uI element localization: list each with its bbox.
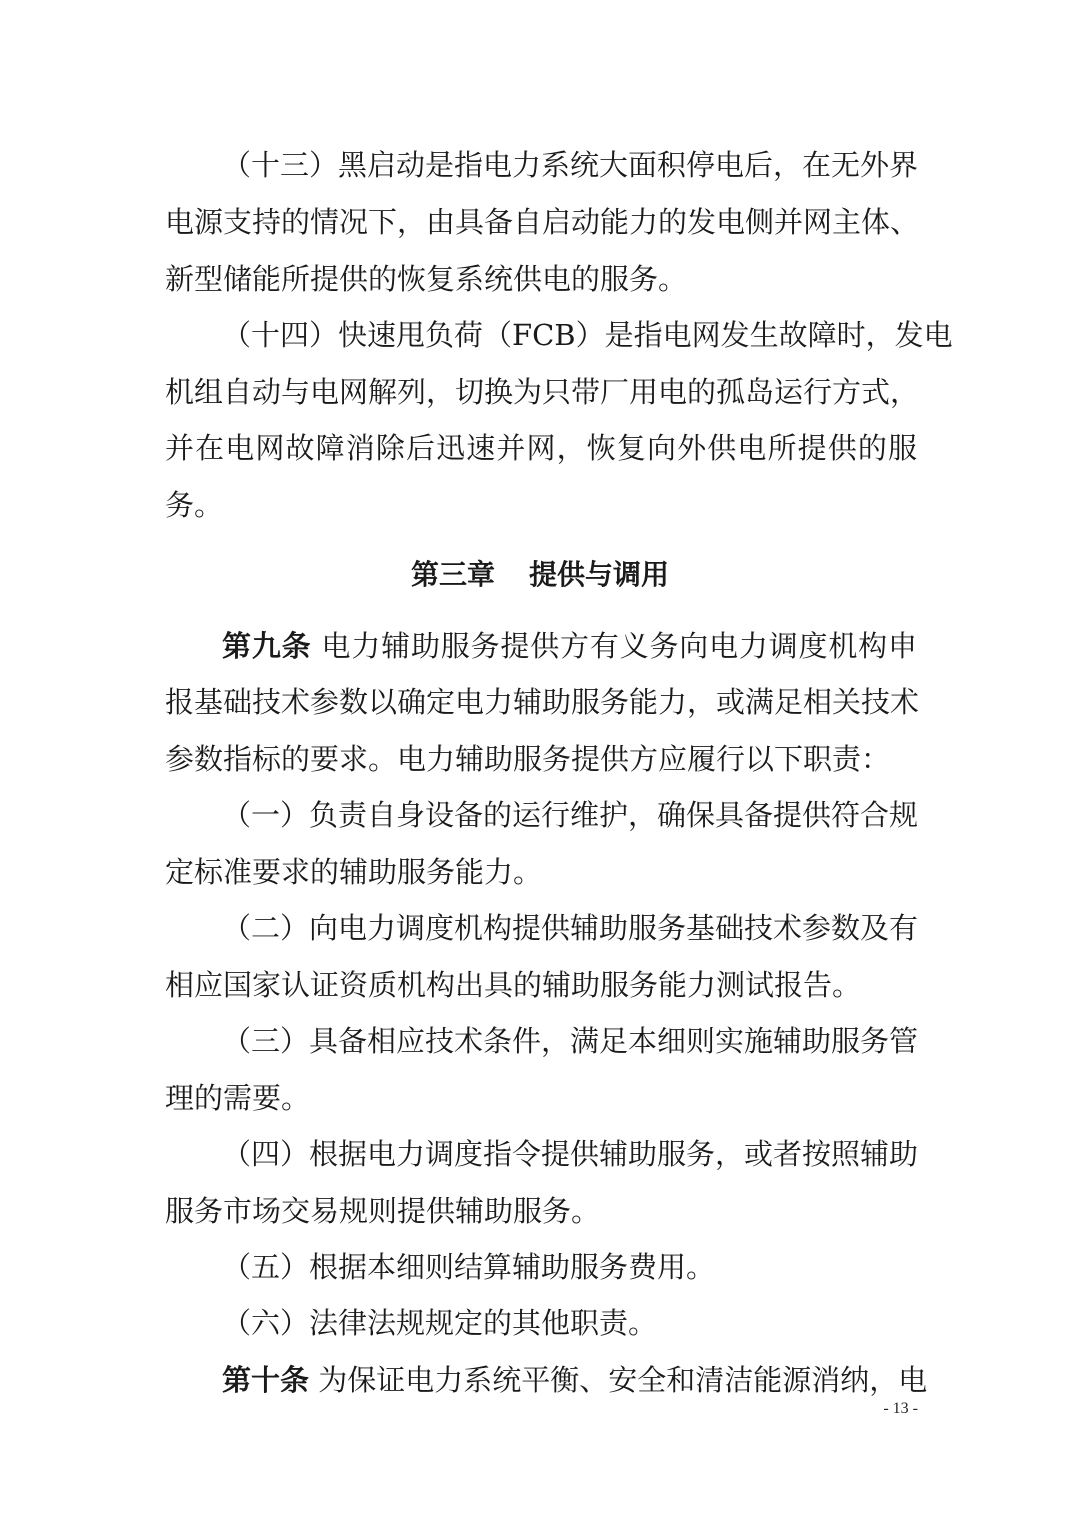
- article-10-text: 为保证电力系统平衡、安全和清洁能源消纳，电: [318, 1363, 928, 1397]
- paragraph-14-line-2: 机组自动与电网解列，切换为只带厂用电的孤岛运行方式，: [165, 375, 920, 409]
- chapter-title: 提供与调用: [529, 558, 670, 591]
- item-4-line-2: 服务市场交易规则提供辅助服务。: [165, 1194, 601, 1228]
- page-number: - 13 -: [883, 1400, 918, 1417]
- article-9-text-1: 电力辅助服务提供方有义务向电力调度机构申: [321, 629, 917, 663]
- chapter-number: 第三章: [410, 558, 495, 591]
- item-3-line-2: 理的需要。: [165, 1081, 311, 1115]
- article-9-line-2: 报基础技术参数以确定电力辅助服务能力，或满足相关技术: [165, 685, 920, 719]
- article-10-line-1: [222, 1360, 928, 1400]
- item-2-line-2: 相应国家认证资质机构出具的辅助服务能力测试报告。: [165, 968, 862, 1002]
- article-9-label: 第九条: [222, 629, 312, 663]
- paragraph-14-line-4: 务。: [165, 488, 224, 522]
- item-2-line-1: （二）向电力调度机构提供辅助服务基础技术参数及有: [222, 911, 919, 945]
- item-1-line-2: 定标准要求的辅助服务能力。: [165, 855, 543, 889]
- item-5-line-1: （五）根据本细则结算辅助服务费用。: [222, 1250, 716, 1284]
- article-10-label: 第十条: [222, 1363, 310, 1397]
- paragraph-13-line-1: （十三）黑启动是指电力系统大面积停电后，在无外界: [222, 148, 919, 182]
- item-3-line-1: （三）具备相应技术条件，满足本细则实施辅助服务管: [222, 1024, 919, 1058]
- paragraph-13-line-3: 新型储能所提供的恢复系统供电的服务。: [165, 262, 688, 296]
- chapter-heading: [0, 555, 1080, 595]
- paragraph-14-line-3: 并在电网故障消除后迅速并网，恢复向外供电所提供的服: [165, 431, 917, 465]
- paragraph-14-line-1: （十四）快速甩负荷（FCB）是指电网发生故障时，发电: [222, 318, 953, 352]
- item-6-line-1: （六）法律法规规定的其他职责。: [222, 1306, 658, 1340]
- paragraph-13-line-2: 电源支持的情况下，由具备自启动能力的发电侧并网主体、: [165, 205, 920, 239]
- item-1-line-1: （一）负责自身设备的运行维护，确保具备提供符合规: [222, 798, 919, 832]
- item-4-line-1: （四）根据电力调度指令提供辅助服务，或者按照辅助: [222, 1137, 919, 1171]
- article-9-line-3: 参数指标的要求。电力辅助服务提供方应履行以下职责：: [165, 742, 891, 776]
- article-9-line-1: [222, 626, 917, 666]
